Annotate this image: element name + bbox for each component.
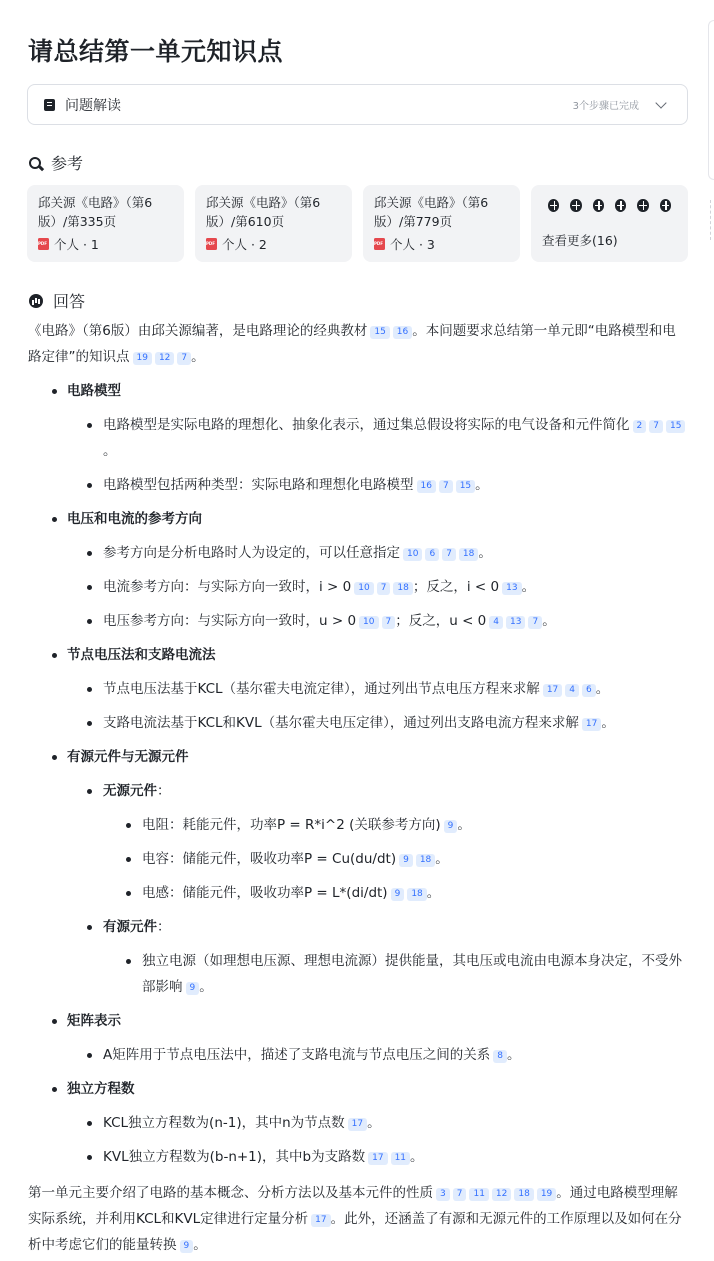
section-heading-text: 有源元件与无源元件	[67, 749, 189, 765]
section-heading-text: 独立方程数	[67, 1081, 135, 1097]
section-heading	[28, 642, 688, 668]
citation-badge[interactable]: 17	[311, 1214, 330, 1227]
list-item	[28, 608, 688, 634]
side-panel-edge[interactable]	[708, 20, 714, 180]
more-references-card[interactable]	[531, 185, 688, 262]
list-item-text: 支路电流法基于KCL和KVL（基尔霍夫电压定律），通过列出支路电流方程来求解	[103, 715, 579, 731]
section-heading	[28, 1008, 688, 1034]
citation-badge[interactable]: 7	[442, 548, 456, 561]
list-item	[28, 540, 688, 566]
list-item-text: 。	[367, 1115, 381, 1131]
answer-intro	[28, 318, 688, 370]
citation-badge[interactable]: 10	[359, 616, 378, 629]
citation-badge[interactable]: 7	[453, 1188, 467, 1201]
globe-icon	[660, 199, 671, 212]
list-item	[28, 1144, 688, 1170]
section-heading	[28, 744, 688, 770]
section-heading-text: 电路模型	[67, 383, 121, 399]
conclusion-text: 。此外，还涵盖了有源和无源元件的工作原理以及如何在分析中考虑它们的能量转换	[28, 1211, 682, 1253]
list-item-text: 。	[601, 715, 615, 731]
reference-source: 个人 · 1	[54, 237, 99, 252]
section-heading-text: 节点电压法和支路电流法	[67, 647, 216, 663]
reference-card[interactable]	[195, 185, 352, 262]
answer-conclusion	[28, 1180, 688, 1258]
list-item	[28, 812, 688, 838]
more-references-label: 查看更多(16)	[542, 233, 618, 248]
intro-text: 。	[191, 349, 205, 365]
list-item-text: 电压参考方向：与实际方向一致时，u > 0	[103, 613, 357, 629]
citation-badge[interactable]: 3	[436, 1188, 450, 1201]
reference-title: 邱关源《电路》（第6版）/第779页	[374, 195, 489, 229]
citation-badge[interactable]: 15	[370, 326, 389, 339]
list-item-text: 。	[426, 885, 441, 901]
citation-badge[interactable]: 15	[666, 420, 685, 433]
list-item-text: 参考方向是分析电路时人为设定的，可以任意指定	[103, 545, 400, 561]
list-item-text: 独立电源（如理想电压源、理想电流源）提供能量，其电压或电流由电源本身决定，不受外部影响	[142, 953, 682, 995]
subsection-heading	[28, 914, 688, 940]
list-item	[28, 880, 688, 906]
citation-badge[interactable]: 16	[393, 326, 412, 339]
list-item-text: ；反之，u < 0	[395, 613, 487, 629]
list-item-text: 。	[542, 613, 556, 629]
conclusion-text: 。通过电路模型理解实际系统，并利用KCL和KVL定律进行定量分析	[28, 1185, 678, 1227]
intro-text: 。本问题要求总结第一单元即“电路模型和电路定律”的知识点	[28, 323, 676, 365]
conclusion-text: 第一单元主要介绍了电路的基本概念、分析方法以及基本元件的性质	[28, 1185, 433, 1201]
citation-badge[interactable]: 9	[399, 854, 413, 867]
answer-heading-label: 回答	[53, 292, 86, 311]
section-heading-text: 矩阵表示	[67, 1013, 121, 1029]
steps-label: 问题解读	[65, 97, 121, 114]
citation-badge[interactable]: 18	[514, 1188, 533, 1201]
list-item-text: 电流参考方向：与实际方向一致时，i > 0	[103, 579, 352, 595]
list-item-text: ；反之，i < 0	[412, 579, 500, 595]
list-item-text: 电阻：耗能元件，功率P = R*i^2 (关联参考方向)	[142, 817, 441, 833]
citation-badge[interactable]: 12	[492, 1188, 511, 1201]
steps-status: 3个步骤已完成	[572, 101, 639, 112]
reference-cards	[27, 185, 688, 262]
list-item	[28, 1110, 688, 1136]
list-item-text: 。	[521, 579, 536, 595]
list-item-text: 。	[478, 545, 492, 561]
list-item-text: 电感：储能元件，吸收功率P = L*(di/dt)	[142, 885, 388, 901]
citation-badge[interactable]: 19	[537, 1188, 556, 1201]
section-heading	[28, 506, 688, 532]
list-item	[28, 472, 688, 498]
citation-badge[interactable]: 7	[377, 582, 391, 595]
references-heading-label: 参考	[51, 154, 84, 173]
citation-badge[interactable]: 11	[469, 1188, 488, 1201]
list-item-text: 电路模型是实际电路的理想化、抽象化表示，通过集总假设将实际的电气设备和元件简化	[103, 417, 630, 433]
citation-badge[interactable]: 13	[506, 616, 525, 629]
reference-source: 个人 · 3	[390, 237, 435, 252]
citation-badge[interactable]: 18	[407, 888, 426, 901]
citation-badge[interactable]: 10	[403, 548, 422, 561]
citation-badge[interactable]: 10	[354, 582, 373, 595]
chevron-down-icon[interactable]	[655, 97, 666, 108]
pdf-icon	[38, 238, 49, 250]
list-item	[28, 574, 688, 600]
globe-icon	[593, 199, 604, 212]
citation-badge[interactable]: 18	[393, 582, 412, 595]
subsection-heading-text: 无源元件	[103, 783, 157, 799]
search-icon	[29, 157, 41, 169]
subsection-heading-text: 有源元件	[103, 919, 157, 935]
list-item	[28, 710, 688, 736]
citation-badge[interactable]: 17	[348, 1118, 367, 1131]
reference-title: 邱关源《电路》（第6版）/第610页	[206, 195, 321, 229]
list-item-text: 电路模型包括两种类型：实际电路和理想化电路模型	[103, 477, 414, 493]
answer-icon	[29, 294, 43, 308]
globe-icon	[570, 199, 581, 212]
list-item-text: 节点电压法基于KCL（基尔霍夫电流定律），通过列出节点电压方程来求解	[103, 681, 540, 697]
list-item-text: A矩阵用于节点电压法中，描述了支路电流与节点电压之间的关系	[103, 1047, 491, 1063]
citation-badge[interactable]: 9	[391, 888, 405, 901]
list-item-text: KVL独立方程数为(b-n+1)，其中b为支路数	[103, 1149, 366, 1165]
list-item-text: KCL独立方程数为(n-1)，其中n为节点数	[103, 1115, 345, 1131]
answer-body	[28, 318, 688, 1258]
citation-badge[interactable]: 17	[582, 718, 601, 731]
citation-badge[interactable]: 2	[633, 420, 647, 433]
citation-badge[interactable]: 17	[368, 1152, 387, 1165]
list-item-text: 。	[506, 1047, 521, 1063]
list-item-text: 。	[435, 851, 449, 867]
citation-badge[interactable]: 17	[543, 684, 562, 697]
globe-icon	[548, 199, 559, 212]
citation-badge[interactable]: 13	[502, 582, 521, 595]
citation-badge[interactable]: 7	[528, 616, 542, 629]
citation-badge[interactable]: 18	[416, 854, 435, 867]
references-heading	[29, 151, 83, 174]
citation-badge[interactable]: 16	[417, 480, 436, 493]
citation-badge[interactable]: 7	[382, 616, 396, 629]
citation-badge[interactable]: 9	[180, 1240, 194, 1253]
citation-badge[interactable]: 8	[493, 1050, 507, 1063]
list-item-text: 。	[103, 443, 117, 459]
list-item-text: 。	[457, 817, 471, 833]
citation-badge[interactable]: 7	[177, 352, 191, 365]
citation-badge[interactable]: 4	[565, 684, 579, 697]
list-item	[28, 412, 688, 464]
reference-title: 邱关源《电路》（第6版）/第335页	[38, 195, 153, 229]
reference-card[interactable]	[363, 185, 520, 262]
list-item	[28, 846, 688, 872]
section-heading	[28, 1076, 688, 1102]
intro-text: 《电路》（第6版）由邱关源编著，是电路理论的经典教材	[28, 323, 368, 339]
list-item-text: ：	[157, 783, 171, 799]
citation-badge[interactable]: 9	[444, 820, 458, 833]
citation-badge[interactable]: 6	[582, 684, 596, 697]
reference-source: 个人 · 2	[222, 237, 267, 252]
steps-collapsible[interactable]	[27, 84, 688, 125]
citation-badge[interactable]: 9	[186, 982, 200, 995]
globe-icon	[615, 199, 626, 212]
reference-card[interactable]	[27, 185, 184, 262]
document-icon	[44, 99, 55, 111]
citation-badge[interactable]: 7	[649, 420, 663, 433]
section-heading	[28, 378, 688, 404]
pdf-icon	[374, 238, 385, 250]
citation-badge[interactable]: 18	[459, 548, 478, 561]
pdf-icon	[206, 238, 217, 250]
list-item-text: 。	[410, 1149, 424, 1165]
list-item	[28, 676, 688, 702]
list-item-text: ：	[157, 919, 171, 935]
list-item-text: 。	[199, 979, 213, 995]
citation-badge[interactable]: 12	[155, 352, 174, 365]
citation-badge[interactable]: 6	[425, 548, 439, 561]
list-item-text: 。	[475, 477, 489, 493]
list-item-text: 。	[595, 681, 610, 697]
side-divider	[710, 200, 714, 240]
citation-badge[interactable]: 15	[456, 480, 475, 493]
answer-sections	[28, 378, 688, 1170]
conclusion-text: 。	[193, 1237, 207, 1253]
citation-badge[interactable]: 7	[439, 480, 453, 493]
list-item-text: 电容：储能元件，吸收功率P = Cu(du/dt)	[142, 851, 397, 867]
subsection-heading	[28, 778, 688, 804]
answer-heading	[29, 289, 85, 312]
list-item	[28, 948, 688, 1000]
page-title: 请总结第一单元知识点	[28, 37, 284, 66]
section-heading-text: 电压和电流的参考方向	[67, 511, 202, 527]
list-item	[28, 1042, 688, 1068]
globe-icon	[637, 199, 648, 212]
citation-badge[interactable]: 4	[489, 616, 503, 629]
citation-badge[interactable]: 19	[133, 352, 152, 365]
citation-badge[interactable]: 11	[391, 1152, 410, 1165]
